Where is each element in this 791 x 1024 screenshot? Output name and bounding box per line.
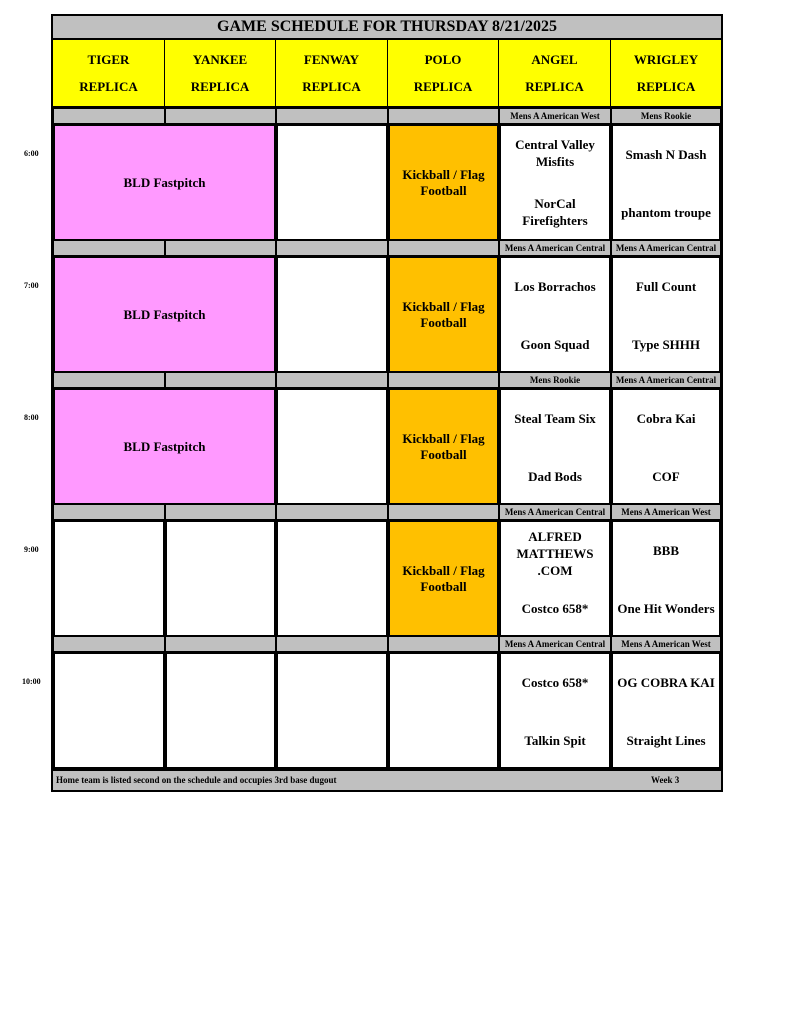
empty-cell — [276, 520, 388, 637]
empty-cell — [276, 652, 388, 769]
away-team: Steal Team Six — [514, 411, 596, 426]
away-team: Smash N Dash — [625, 147, 707, 162]
time-label: 9:00 — [24, 545, 39, 554]
division-bar — [53, 636, 165, 652]
away-team: Los Borrachos — [514, 279, 596, 294]
field-name: POLO — [424, 51, 462, 67]
away-team: ALFRED MATTHEWS .COM — [516, 529, 594, 578]
empty-cell — [276, 124, 388, 241]
division-bar — [165, 372, 276, 388]
division-bar — [53, 504, 165, 520]
division-bar — [276, 240, 388, 256]
division-bar — [276, 636, 388, 652]
field-type: REPLICA — [79, 78, 138, 94]
home-team: Straight Lines — [626, 733, 706, 748]
week-label: Week 3 — [651, 775, 680, 785]
home-team: One Hit Wonders — [617, 601, 715, 616]
home-team: Goon Squad — [520, 337, 590, 352]
home-team: Dad Bods — [528, 469, 582, 484]
game-cell-bld-fastpitch: BLD Fastpitch — [53, 388, 276, 505]
field-type: REPLICA — [413, 78, 473, 94]
empty-cell — [276, 388, 388, 505]
division-bar — [388, 240, 499, 256]
field-header-tiger — [53, 40, 165, 108]
division-bar — [53, 108, 165, 124]
field-header-yankee — [165, 40, 276, 108]
home-team: Talkin Spit — [524, 733, 586, 748]
division-bar — [165, 108, 276, 124]
division-bar — [388, 108, 499, 124]
schedule-title: GAME SCHEDULE FOR THURSDAY 8/21/2025 — [53, 16, 721, 40]
empty-cell — [165, 652, 276, 769]
division-bar — [53, 240, 165, 256]
field-header-angel — [499, 40, 611, 108]
home-team: Costco 658* — [521, 601, 589, 616]
game-cell-wrigley — [611, 520, 721, 637]
game-cell-wrigley — [611, 652, 721, 769]
field-header-fenway — [276, 40, 388, 108]
division-bar — [388, 636, 499, 652]
field-header-polo — [388, 40, 499, 108]
game-cell-angel — [499, 256, 611, 373]
field-type: REPLICA — [302, 78, 361, 94]
division-bar — [388, 372, 499, 388]
empty-cell — [276, 256, 388, 373]
time-label: 6:00 — [24, 149, 39, 158]
division-label: Mens A American West — [611, 636, 721, 652]
game-cell-wrigley — [611, 124, 721, 241]
field-name: WRIGLEY — [633, 51, 699, 67]
division-bar — [276, 108, 388, 124]
schedule-footer — [53, 769, 721, 790]
footer-note: Home team is listed second on the schedule and occupies 3rd base dugout — [56, 775, 337, 785]
away-team: OG COBRA KAI — [617, 675, 715, 690]
game-cell-bld-fastpitch: BLD Fastpitch — [53, 124, 276, 241]
field-name: FENWAY — [303, 51, 360, 67]
empty-cell — [388, 652, 499, 769]
division-bar — [165, 636, 276, 652]
division-label: Mens A American Central — [611, 240, 721, 256]
game-cell-angel — [499, 388, 611, 505]
division-bar — [53, 372, 165, 388]
division-bar — [165, 504, 276, 520]
field-type: REPLICA — [525, 78, 584, 94]
division-label: Mens A American Central — [611, 372, 721, 388]
division-label: Mens A American West — [499, 108, 611, 124]
away-team: Full Count — [635, 279, 697, 294]
time-label: 8:00 — [24, 413, 39, 422]
division-bar — [276, 504, 388, 520]
division-label: Mens A American West — [611, 504, 721, 520]
home-team: COF — [652, 469, 680, 484]
game-cell-angel — [499, 124, 611, 241]
field-name: YANKEE — [192, 51, 248, 67]
time-label: 7:00 — [24, 281, 39, 290]
game-cell-kickball: Kickball / Flag Football — [388, 124, 499, 241]
empty-cell — [53, 520, 165, 637]
empty-cell — [165, 520, 276, 637]
home-team: phantom troupe — [621, 205, 711, 220]
game-cell-wrigley — [611, 256, 721, 373]
division-label: Mens Rookie — [499, 372, 611, 388]
game-cell-kickball: Kickball / Flag Football — [388, 256, 499, 373]
away-team: BBB — [652, 543, 679, 558]
game-cell-kickball: Kickball / Flag Football — [388, 388, 499, 505]
division-label: Mens A American Central — [499, 240, 611, 256]
game-cell-wrigley — [611, 388, 721, 505]
game-cell-bld-fastpitch: BLD Fastpitch — [53, 256, 276, 373]
division-bar — [388, 504, 499, 520]
field-name: ANGEL — [531, 51, 578, 67]
away-team: Central Valley Misfits — [515, 137, 595, 169]
field-name: TIGER — [87, 51, 130, 67]
division-label: Mens Rookie — [611, 108, 721, 124]
division-label: Mens A American Central — [499, 504, 611, 520]
division-bar — [276, 372, 388, 388]
field-header-wrigley — [611, 40, 721, 108]
empty-cell — [53, 652, 165, 769]
home-team: NorCal Firefighters — [522, 196, 588, 228]
schedule-sheet — [51, 14, 723, 792]
division-bar — [165, 240, 276, 256]
field-type: REPLICA — [636, 78, 696, 94]
game-cell-angel — [499, 652, 611, 769]
home-team: Type SHHH — [631, 337, 701, 352]
division-label: Mens A American Central — [499, 636, 611, 652]
game-cell-kickball: Kickball / Flag Football — [388, 520, 499, 637]
away-team: Cobra Kai — [636, 411, 696, 426]
away-team: Costco 658* — [521, 675, 589, 690]
game-cell-angel — [499, 520, 611, 637]
field-type: REPLICA — [190, 78, 250, 94]
time-label: 10:00 — [22, 677, 41, 686]
